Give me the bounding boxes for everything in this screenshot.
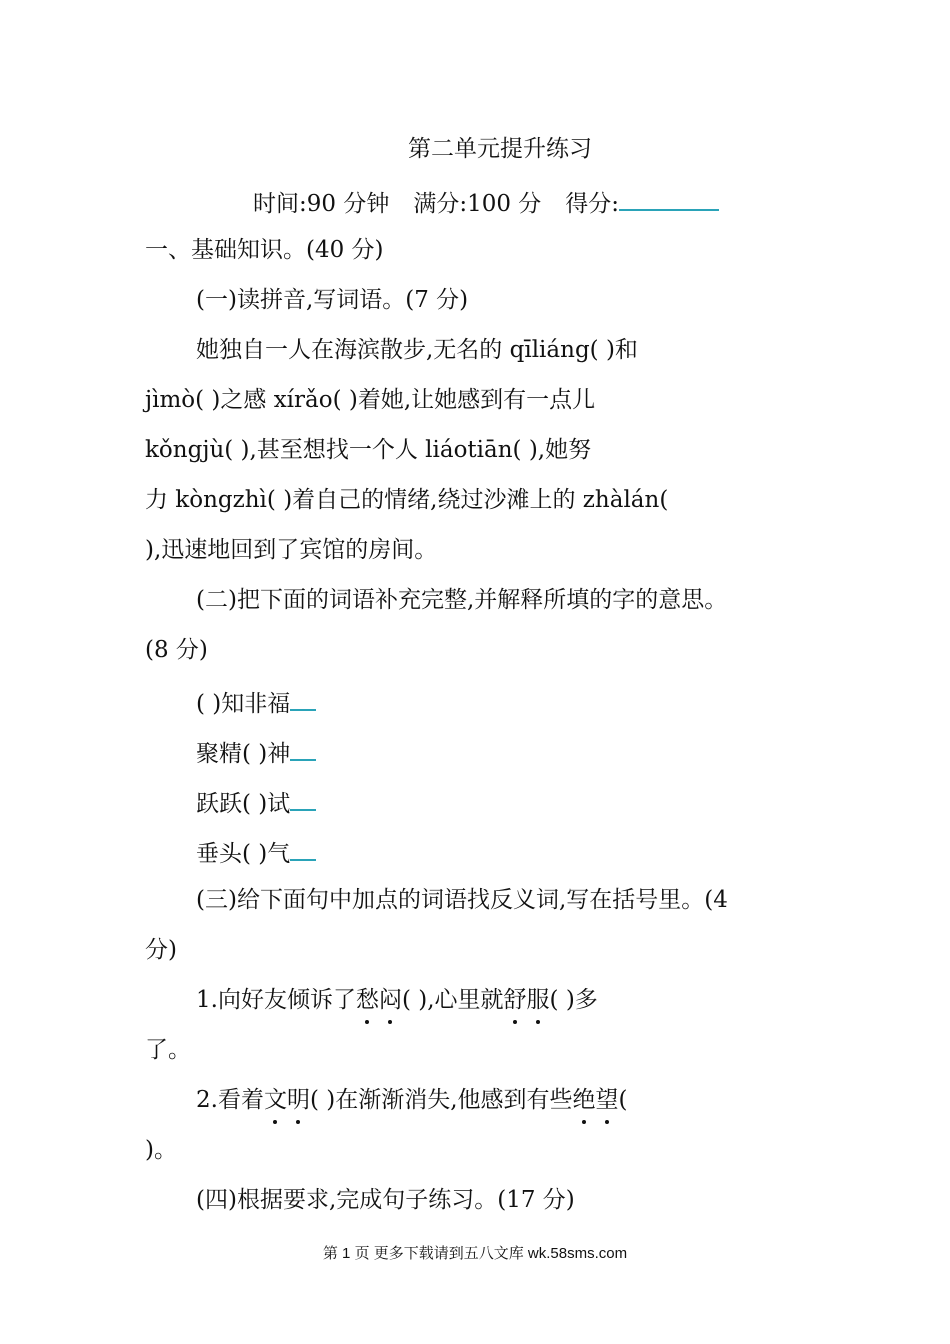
page-title: 第二单元提升练习 — [408, 136, 592, 162]
time-label: 时间:90 分钟 — [253, 191, 390, 217]
part1-line-2: jìmò( )之感 xírǎo( )着她,让她感到有一点儿 — [145, 387, 596, 413]
idiom-text: 垂头( )气 — [196, 841, 291, 867]
part1-heading: (一)读拼音,写词语。(7 分) — [196, 287, 469, 313]
question-text: ( )在渐渐消失,他感到有些 — [309, 1087, 573, 1113]
question-text: ( )多 — [549, 987, 598, 1013]
meaning-blank[interactable] — [290, 835, 316, 861]
part4-heading: (四)根据要求,完成句子练习。(17 分) — [196, 1187, 575, 1213]
section1-heading: 一、基础知识。(40 分) — [145, 237, 384, 263]
score-blank[interactable] — [619, 185, 719, 211]
dotted-word — [264, 1087, 310, 1113]
question-text: 1.向好友倾诉了 — [196, 987, 356, 1013]
idiom-item — [196, 835, 316, 869]
emphasis-char: 愁 — [355, 987, 379, 1013]
dotted-word — [504, 987, 550, 1013]
part1-line-1: 她独自一人在海滨散步,无名的 qīliáng( )和 — [196, 337, 638, 363]
emphasis-char: 闷 — [378, 987, 402, 1013]
question-text: ( ),心里就 — [401, 987, 504, 1013]
part3-heading: (三)给下面句中加点的词语找反义词,写在括号里。(4 — [196, 887, 728, 913]
meaning-blank[interactable] — [290, 785, 316, 811]
part3-heading-cont: 分) — [145, 937, 177, 963]
emphasis-char: 服 — [526, 987, 550, 1013]
antonym-question-2-cont: )。 — [145, 1137, 177, 1163]
meaning-blank[interactable] — [290, 685, 316, 711]
antonym-question-2 — [196, 1085, 628, 1115]
exam-meta — [253, 185, 719, 219]
question-text: 2.看着 — [196, 1087, 264, 1113]
part1-line-5: ),迅速地回到了宾馆的房间。 — [145, 537, 438, 563]
part2-heading-cont: (8 分) — [145, 637, 208, 663]
dotted-word — [356, 987, 402, 1013]
part2-heading: (二)把下面的词语补充完整,并解释所填的字的意思。 — [196, 587, 728, 613]
emphasis-char: 明 — [286, 1087, 310, 1113]
emphasis-char: 望 — [595, 1087, 619, 1113]
dotted-word — [573, 1087, 619, 1113]
idiom-text: ( )知非福 — [196, 691, 291, 717]
full-score-label: 满分:100 分 — [413, 191, 542, 217]
idiom-item — [196, 735, 316, 769]
antonym-question-1-cont: 了。 — [145, 1037, 191, 1063]
idiom-text: 聚精( )神 — [196, 741, 291, 767]
emphasis-char: 文 — [263, 1087, 287, 1113]
emphasis-char: 舒 — [503, 987, 527, 1013]
antonym-question-1 — [196, 985, 598, 1015]
idiom-item — [196, 785, 316, 819]
idiom-item — [196, 685, 316, 719]
idiom-text: 跃跃( )试 — [196, 791, 291, 817]
question-text: ( — [618, 1087, 628, 1113]
score-label: 得分: — [565, 191, 620, 217]
page-footer: 第 1 页 更多下载请到五八文库 wk.58sms.com — [322, 1245, 628, 1262]
meaning-blank[interactable] — [290, 735, 316, 761]
part1-line-3: kǒngjù( ),甚至想找一个人 liáotiān( ),她努 — [145, 437, 592, 463]
part1-line-4: 力 kòngzhì( )着自己的情绪,绕过沙滩上的 zhàlán( — [145, 487, 669, 513]
emphasis-char: 绝 — [572, 1087, 596, 1113]
